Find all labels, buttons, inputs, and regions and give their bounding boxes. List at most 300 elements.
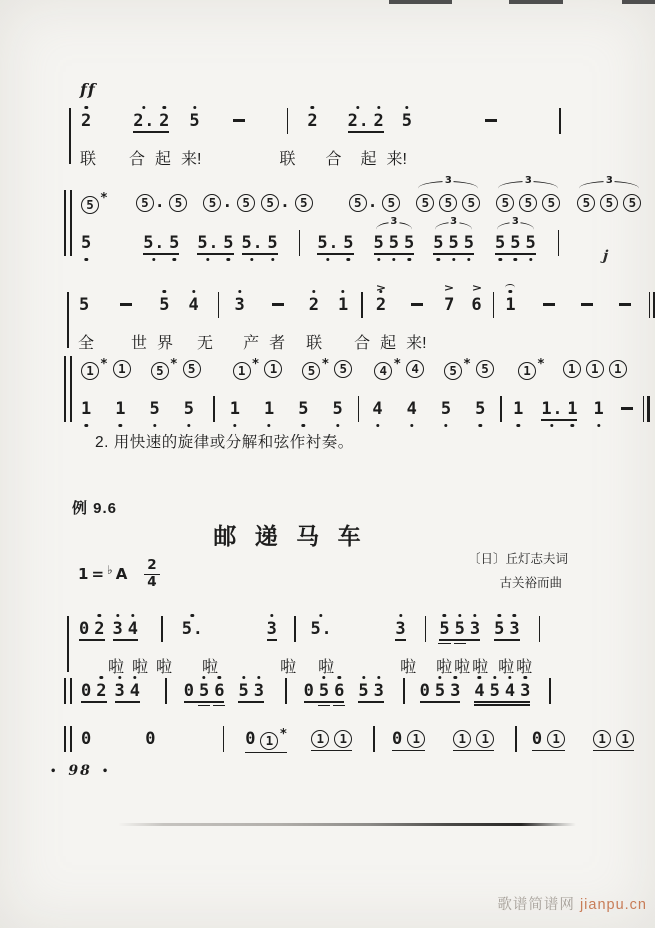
number-note: 5 bbox=[317, 232, 328, 253]
number-note: 6 bbox=[471, 294, 482, 315]
number-note: 3 bbox=[520, 680, 531, 701]
circled-number: 5 bbox=[169, 194, 187, 212]
number-note: 5 bbox=[404, 232, 415, 253]
note bbox=[331, 398, 343, 419]
note bbox=[509, 232, 521, 253]
circled-number: 5 bbox=[439, 194, 457, 212]
note-group bbox=[512, 398, 524, 419]
page-number: 98 bbox=[68, 763, 92, 779]
note bbox=[306, 110, 318, 131]
augmentation-dot: . bbox=[252, 232, 263, 252]
number-note: 2 bbox=[347, 110, 358, 131]
note bbox=[405, 360, 425, 378]
number-note: 0 bbox=[303, 680, 314, 701]
number-note: 5 bbox=[223, 232, 234, 253]
lyric-syllable: 联 bbox=[306, 334, 323, 352]
note-group bbox=[348, 191, 402, 212]
circled-number: 1 bbox=[233, 362, 251, 380]
lyric-syllable: 无 bbox=[197, 334, 214, 352]
note-group bbox=[266, 618, 278, 639]
meter-denominator: 4 bbox=[147, 573, 157, 590]
note bbox=[372, 110, 384, 131]
note bbox=[80, 728, 92, 749]
barline bbox=[287, 108, 289, 134]
note-group bbox=[541, 297, 557, 314]
dash-note bbox=[411, 303, 423, 305]
augmentation-dot: . bbox=[154, 191, 165, 211]
note-group bbox=[118, 297, 134, 314]
note bbox=[525, 232, 537, 253]
note bbox=[432, 232, 444, 253]
number-note: 5 bbox=[388, 232, 399, 253]
note-group bbox=[244, 728, 288, 750]
number-note: 5 bbox=[463, 232, 474, 253]
note bbox=[112, 618, 124, 639]
note bbox=[489, 680, 501, 701]
note-group: 5 5 5 3 bbox=[576, 194, 642, 212]
note bbox=[438, 618, 450, 639]
barline bbox=[285, 678, 287, 704]
page-number-footer bbox=[50, 763, 110, 779]
note-group: 5 5 5 3 bbox=[432, 235, 475, 252]
note bbox=[579, 297, 595, 314]
number-note: 1 bbox=[513, 398, 524, 419]
note-group bbox=[260, 191, 314, 212]
barline bbox=[213, 396, 215, 422]
note bbox=[373, 232, 385, 253]
note bbox=[297, 398, 309, 419]
note-group bbox=[80, 680, 108, 701]
number-note: 2 bbox=[133, 110, 144, 131]
note bbox=[622, 194, 642, 212]
number-note: 4 bbox=[504, 680, 516, 701]
note bbox=[333, 360, 353, 378]
number-note: 0 bbox=[145, 728, 156, 749]
note bbox=[181, 618, 204, 639]
number-note: 0 bbox=[183, 680, 194, 701]
note-group bbox=[443, 282, 455, 315]
augmentation-dot: . bbox=[192, 618, 203, 638]
augmentation-dot: . bbox=[321, 618, 332, 638]
lyric-syllable: 啦 bbox=[472, 658, 489, 676]
star-mark: * bbox=[393, 356, 402, 372]
circled-number: 5 bbox=[81, 196, 99, 214]
note bbox=[260, 191, 291, 212]
number-note: 4 bbox=[129, 680, 140, 701]
note-group bbox=[306, 110, 318, 131]
note bbox=[80, 680, 92, 701]
number-note: 3 bbox=[114, 680, 125, 701]
note-group bbox=[308, 294, 320, 315]
note-group bbox=[114, 398, 126, 419]
note bbox=[562, 360, 582, 378]
note-group bbox=[132, 110, 170, 131]
note bbox=[592, 730, 612, 748]
note-group bbox=[142, 232, 180, 253]
augmentation-dot: . bbox=[328, 232, 339, 252]
circled-number: 1 bbox=[547, 730, 565, 748]
augmentation-dot: . bbox=[154, 232, 165, 252]
lyric-syllable: 合 bbox=[129, 150, 146, 168]
barline bbox=[165, 678, 167, 704]
barline bbox=[539, 616, 541, 642]
number-note: 5 bbox=[241, 232, 252, 253]
number-note: 3 bbox=[266, 618, 277, 639]
number-note: 4 bbox=[127, 618, 138, 639]
circled-number: 5 bbox=[302, 362, 320, 380]
note bbox=[241, 232, 264, 253]
circled-number: 5 bbox=[496, 194, 514, 212]
note bbox=[452, 730, 472, 748]
barline bbox=[559, 108, 561, 134]
number-note: 5 bbox=[332, 398, 343, 419]
lyric-syllable: 起 bbox=[360, 150, 377, 168]
dash-note bbox=[581, 303, 593, 305]
note bbox=[316, 232, 339, 253]
note-group bbox=[144, 728, 156, 749]
note bbox=[132, 110, 155, 131]
note bbox=[301, 358, 330, 380]
number-note: 2 bbox=[94, 618, 105, 639]
note bbox=[469, 618, 481, 639]
number-note: 5 bbox=[318, 680, 330, 701]
augmentation-dot: . bbox=[552, 398, 563, 418]
note bbox=[440, 398, 452, 419]
note bbox=[80, 192, 109, 214]
note bbox=[541, 194, 561, 212]
note bbox=[231, 113, 247, 130]
note bbox=[438, 194, 458, 212]
number-note: 0 bbox=[81, 728, 92, 749]
number-note: 0 bbox=[419, 680, 430, 701]
number-note: 0 bbox=[245, 728, 256, 749]
note-group bbox=[394, 618, 406, 639]
note-group bbox=[241, 232, 279, 253]
note bbox=[585, 360, 605, 378]
note: 6 > bbox=[471, 282, 482, 315]
notes-row bbox=[80, 174, 642, 220]
note-group bbox=[371, 398, 383, 419]
note-group bbox=[310, 730, 353, 748]
note: 7 > bbox=[444, 282, 455, 315]
note bbox=[233, 294, 245, 315]
number-note: 1 bbox=[263, 398, 275, 419]
note bbox=[202, 191, 233, 212]
note bbox=[449, 680, 461, 701]
dash-note bbox=[120, 303, 132, 305]
circled-number: 5 bbox=[623, 194, 641, 212]
number-note: 5 bbox=[373, 232, 384, 253]
note-group bbox=[303, 680, 346, 701]
note bbox=[114, 680, 126, 701]
note bbox=[333, 730, 353, 748]
note-group bbox=[150, 358, 202, 380]
note-group bbox=[80, 232, 92, 253]
note bbox=[118, 297, 134, 314]
star-mark: * bbox=[251, 356, 260, 372]
system-song-counterline bbox=[80, 674, 551, 708]
lyric-syllable: 啦 bbox=[108, 658, 125, 676]
number-note: 3 bbox=[469, 618, 481, 639]
lyrics-row bbox=[80, 146, 561, 168]
note-group bbox=[419, 680, 462, 701]
circled-number: 1 bbox=[453, 730, 471, 748]
number-note: 0 bbox=[81, 680, 92, 701]
number-note: 5 bbox=[475, 398, 486, 419]
circled-number: 1 bbox=[264, 360, 282, 378]
final-barline bbox=[649, 292, 655, 318]
number-note: 5 bbox=[310, 618, 321, 639]
circled-number: 5 bbox=[295, 194, 313, 212]
number-note: 1 bbox=[505, 294, 516, 315]
note bbox=[406, 730, 426, 748]
note bbox=[415, 194, 435, 212]
number-note: 5 bbox=[189, 110, 200, 131]
number-note: 1 bbox=[81, 398, 92, 419]
number-note: 2 bbox=[81, 110, 92, 131]
note bbox=[566, 398, 578, 419]
note-group bbox=[80, 358, 132, 380]
note-group bbox=[188, 110, 200, 131]
number-note: 5 bbox=[489, 680, 500, 701]
barline bbox=[558, 230, 560, 256]
barline bbox=[493, 292, 495, 318]
note bbox=[434, 680, 446, 701]
number-note: 0 bbox=[391, 728, 403, 749]
key-tonic: 1 bbox=[78, 565, 89, 584]
note-group bbox=[229, 398, 241, 419]
note-group bbox=[188, 294, 200, 315]
note bbox=[401, 110, 413, 131]
note-group bbox=[438, 618, 481, 639]
barline bbox=[358, 396, 360, 422]
note bbox=[196, 232, 219, 253]
circled-number: 5 bbox=[183, 360, 201, 378]
system-accompaniment-1 bbox=[80, 174, 642, 260]
circled-number: 5 bbox=[600, 194, 618, 212]
note-group bbox=[80, 192, 109, 214]
number-note: 5 bbox=[401, 110, 412, 131]
barline bbox=[515, 726, 517, 752]
note bbox=[303, 680, 315, 701]
number-note: 5 bbox=[238, 680, 249, 701]
number-note: 3 bbox=[234, 294, 245, 315]
number-note: 5 bbox=[169, 232, 180, 253]
note bbox=[617, 297, 633, 314]
final-barline bbox=[643, 396, 650, 422]
number-note: 5 bbox=[79, 294, 90, 315]
notes-row bbox=[80, 215, 642, 260]
circled-number: 4 bbox=[374, 362, 392, 380]
note bbox=[253, 680, 265, 701]
augmentation-dot: . bbox=[367, 191, 378, 211]
lyric-syllable: 世 bbox=[131, 334, 148, 352]
note bbox=[149, 398, 161, 419]
credits bbox=[400, 552, 568, 591]
note bbox=[493, 618, 505, 639]
star-mark: * bbox=[321, 356, 330, 372]
barline bbox=[500, 396, 502, 422]
lyric-syllable: 啦 bbox=[132, 658, 149, 676]
note bbox=[188, 294, 200, 315]
scan-scratch-line bbox=[118, 823, 576, 826]
note bbox=[266, 618, 278, 639]
notes-row bbox=[80, 674, 551, 708]
number-note: 4 bbox=[188, 294, 199, 315]
system-melody-1 bbox=[80, 104, 561, 168]
note-group bbox=[231, 113, 247, 130]
note bbox=[144, 728, 156, 749]
lyric-syllable: 合 bbox=[354, 334, 371, 352]
note bbox=[475, 730, 495, 748]
note bbox=[294, 194, 314, 212]
number-note: 5 bbox=[448, 232, 459, 253]
note bbox=[158, 110, 170, 131]
number-note: 1 bbox=[337, 294, 349, 315]
note bbox=[266, 232, 278, 253]
dash-note bbox=[621, 407, 633, 409]
note-group bbox=[183, 398, 195, 419]
dash-note bbox=[272, 303, 284, 305]
note-group bbox=[406, 398, 418, 419]
note bbox=[342, 232, 354, 253]
note bbox=[213, 680, 225, 701]
lyric-syllable: 啦 bbox=[318, 658, 335, 676]
barline bbox=[403, 678, 405, 704]
note bbox=[495, 194, 515, 212]
notes-row bbox=[78, 282, 655, 322]
time-signature bbox=[144, 558, 159, 590]
number-note: 5 bbox=[439, 618, 450, 639]
note bbox=[232, 358, 261, 380]
augmentation-dot: . bbox=[222, 191, 233, 211]
note-group bbox=[592, 730, 635, 748]
note-group bbox=[232, 358, 284, 380]
circled-number: 5 bbox=[237, 194, 255, 212]
lyric-syllable: 啦 bbox=[498, 658, 515, 676]
lyric-syllable: 啦 bbox=[280, 658, 297, 676]
dash-note bbox=[619, 303, 631, 305]
note bbox=[95, 680, 107, 701]
note bbox=[168, 232, 180, 253]
circled-number: 5 bbox=[349, 194, 367, 212]
key-letter: A bbox=[115, 565, 128, 584]
note-group bbox=[183, 680, 226, 701]
note bbox=[259, 728, 288, 750]
composer-credit: 古关裕而曲 bbox=[499, 576, 562, 590]
lyric-syllable: 啦 bbox=[516, 658, 533, 676]
note bbox=[518, 194, 538, 212]
note bbox=[463, 232, 475, 253]
notes-row bbox=[80, 104, 561, 138]
note bbox=[237, 680, 249, 701]
footer-dot-left: • bbox=[50, 765, 59, 777]
number-note: 5 bbox=[183, 398, 194, 419]
note bbox=[129, 680, 141, 701]
system-song-chords bbox=[80, 722, 655, 756]
note-group bbox=[440, 398, 452, 419]
star-mark: * bbox=[100, 190, 108, 206]
note-group bbox=[483, 113, 499, 130]
note-group: 5 5 5 3 bbox=[494, 235, 537, 252]
note bbox=[409, 297, 425, 314]
system-melody-2 bbox=[78, 282, 655, 352]
barline bbox=[223, 726, 225, 752]
circled-number: 5 bbox=[203, 194, 221, 212]
note bbox=[135, 191, 166, 212]
note: 2 > bbox=[375, 282, 387, 315]
circled-number: 1 bbox=[81, 362, 99, 380]
lyric-syllable: 合 bbox=[325, 150, 342, 168]
note-group bbox=[391, 730, 426, 748]
note bbox=[373, 680, 385, 701]
circled-number: 5 bbox=[462, 194, 480, 212]
lyric-syllable: 者 bbox=[269, 334, 286, 352]
notes-row bbox=[80, 392, 650, 426]
note bbox=[443, 358, 472, 380]
lyric-syllable: 来! bbox=[386, 150, 407, 168]
note bbox=[394, 618, 406, 639]
dash-note bbox=[233, 119, 245, 121]
note bbox=[448, 232, 460, 253]
number-note: 5 bbox=[81, 232, 92, 253]
note bbox=[348, 191, 379, 212]
lyric-syllable: 啦 bbox=[202, 658, 219, 676]
note bbox=[419, 680, 431, 701]
note bbox=[183, 680, 195, 701]
note-group bbox=[373, 358, 425, 380]
note bbox=[494, 232, 506, 253]
note bbox=[263, 360, 283, 378]
note bbox=[337, 294, 349, 315]
note bbox=[483, 113, 499, 130]
circled-number: 1 bbox=[113, 360, 131, 378]
circled-number: 1 bbox=[586, 360, 604, 378]
circled-number: 5 bbox=[261, 194, 279, 212]
barline bbox=[218, 292, 220, 318]
note bbox=[517, 358, 546, 380]
note bbox=[158, 294, 170, 315]
note bbox=[592, 398, 604, 419]
number-note: 5 bbox=[525, 232, 536, 253]
note bbox=[318, 680, 330, 701]
circled-number: 5 bbox=[444, 362, 462, 380]
note-group bbox=[443, 358, 495, 380]
star-mark: * bbox=[100, 356, 108, 372]
number-note: 5 bbox=[143, 232, 154, 253]
note-group bbox=[270, 297, 286, 314]
flat-sign: ♭ bbox=[107, 563, 113, 578]
circled-number: 1 bbox=[476, 730, 494, 748]
note-group bbox=[619, 401, 635, 418]
circled-number: 1 bbox=[260, 732, 278, 750]
note bbox=[608, 360, 628, 378]
number-note: 2 bbox=[307, 110, 318, 131]
notes-row bbox=[78, 612, 540, 646]
note bbox=[168, 194, 188, 212]
note bbox=[182, 360, 202, 378]
note bbox=[508, 618, 520, 639]
circled-number: 5 bbox=[519, 194, 537, 212]
lyric-syllable: 来! bbox=[406, 334, 427, 352]
scan-artifact-bar-2 bbox=[509, 0, 563, 4]
circled-number: 5 bbox=[416, 194, 434, 212]
number-note: 4 bbox=[372, 398, 383, 419]
lyrics-row bbox=[78, 654, 540, 676]
number-note: 6 bbox=[214, 680, 225, 701]
note bbox=[310, 730, 330, 748]
note bbox=[80, 110, 92, 131]
